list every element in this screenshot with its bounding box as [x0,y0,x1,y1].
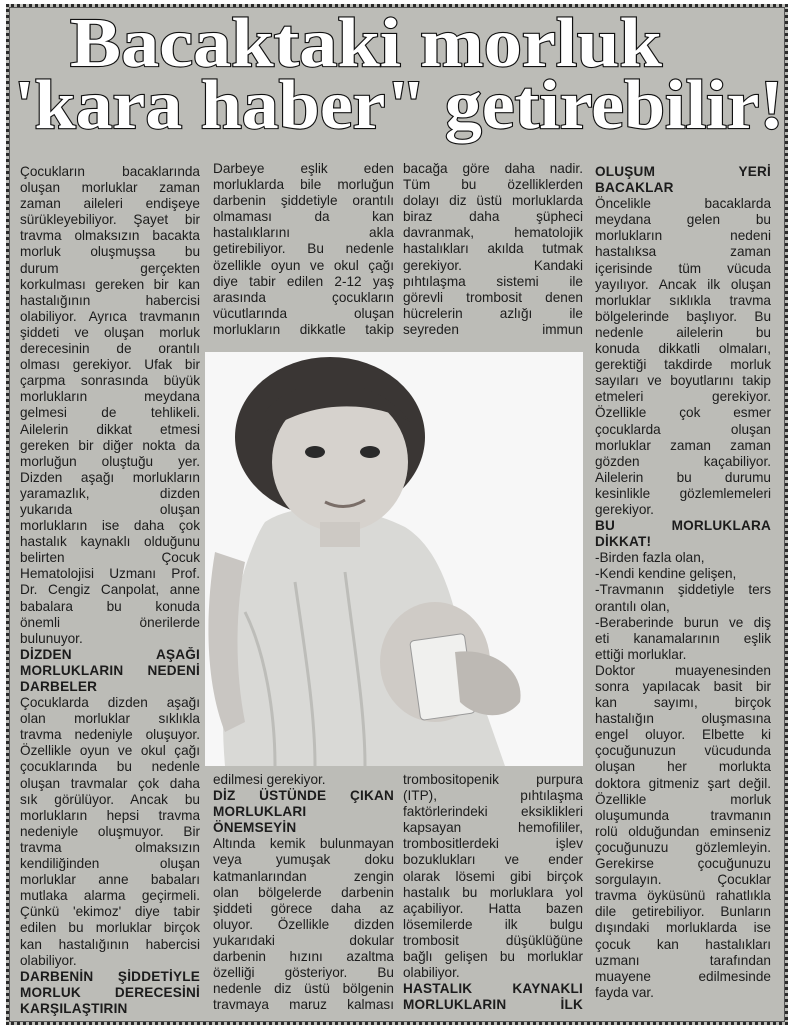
text-line: nedeniyle oluşmuyor. Bir [20,823,200,839]
text-line: sonra yapılacak basit bir [595,679,771,694]
column-1 [20,164,200,1017]
text-line: çocuğunuzun vücudunda [595,743,771,759]
text-line: Doktor muayenesinden [595,662,771,678]
text-line: Ailelerin dikkat etmesi [20,421,200,437]
text-line: görevli trombosit denen [403,289,583,305]
text-line: morluklar zaman zaman [595,437,771,453]
text-line: babalara bu konuda [20,598,200,614]
text-line: Darbeye eşlik eden [213,161,394,176]
text-line: şiddeti görece daha az [213,900,394,916]
text-line: hastalıklarını akla [213,225,394,241]
text-line: gözden kaçabiliyor. [595,453,771,469]
text-line: çocuk kan hastalıkları [595,936,771,952]
text-line: MORLUKLARIN NEDENİ [20,662,200,678]
text-line: çocuklarında bu nedenle [20,759,200,775]
text-line: özelliği gösteriyor. Bu [213,965,394,981]
text-line: BACAKLAR [595,180,674,196]
paragraph [213,772,394,788]
text-line: dışındaki morluklarda ise [595,920,771,936]
text-line: kan hastalığının habercisi [20,936,200,952]
text-line: morluklarda bile morluğun [213,177,394,193]
text-line: nedenle diz üstü bölgenin [213,981,394,997]
text-line: -Birden fazla olan, [595,550,705,566]
section-heading [20,969,200,1017]
text-line: morlukların nedeni [595,228,771,244]
headline [0,0,800,150]
paragraph [595,615,771,663]
text-line: morlukların ise daha çok [20,518,200,534]
text-line: kesinlikle gözlemlemeleri [595,485,771,501]
column-3-bottom [403,772,583,1013]
text-line: hastalığın oluşmasına [595,711,771,727]
text-line: (ITP), pıhtılaşma [403,788,583,804]
text-line: durum gerçekten [20,260,200,276]
text-line: seyreden immun [403,321,583,337]
text-line: uzmanı tarafından [595,952,771,968]
text-line: sık görülüyor. Ancak bu [20,791,200,807]
text-line: kan sayımı, birçok [595,695,771,711]
text-line: sürükleyebiliyor. Şayet bir [20,212,200,228]
text-line: Çocuklarda dizden aşağı [20,695,200,711]
text-line: sayıları ve boyutlarını takip [595,373,771,389]
paragraph [595,550,771,566]
text-line: olması gerekiyor. Ufak bir [20,357,200,373]
text-line: derecesinin de orantılı [20,341,200,357]
text-line: Hematolojisi Uzmanı Prof. [20,566,200,582]
text-line: -Kendi kendine gelişen, [595,566,737,582]
text-line: gereken bir diğer nokta da [20,437,200,453]
text-line: DARBENİN ŞİDDETİYLE [20,968,200,984]
text-line: morluklar sıklıkla travma [595,292,771,308]
text-line: hastalıkları akılda tutmak [403,241,583,257]
text-line: içerisinde tüm vücuda [595,260,771,276]
text-line: belirten Çocuk [20,550,200,566]
paragraph [595,663,771,1001]
text-line: morluğun oluştuğu yer. [20,453,200,469]
text-line: oluyor. Özellikle dizden [213,916,394,932]
text-line: trombositlerdeki işlev [403,836,583,852]
text-line: olan bölgelerde darbenin [213,884,394,900]
text-line: edilmesi gerekiyor. [213,772,326,787]
article-photo [205,352,583,766]
paragraph [403,772,583,981]
text-line: konuda dikkatli olmaları, [595,341,771,357]
girl-photo-illustration [205,352,583,766]
paragraph [595,196,771,518]
text-line: travma olmaksızın [20,839,200,855]
section-heading [20,647,200,695]
text-line: kapsayan hemofililer, [403,820,583,836]
text-line: -Travmanın şiddetiyle ters [595,582,771,598]
paragraph [20,695,200,969]
text-line: oluşumunda travmanın [595,807,771,823]
text-line: muayene edilmesinde [595,968,771,984]
text-line: veya yumuşak doku [213,852,394,868]
text-line: olmaması da kan [213,209,394,225]
text-line: -Beraberinde burun ve diş [595,614,771,630]
headline-line-2: 'kara haber" getirebilir! [14,67,784,144]
text-line: bozuklukları ve ender [403,852,583,868]
text-line: Özellikle oyun ve okul çağı [20,743,200,759]
text-line: mutlaka alarma geçirmeli. [20,888,200,904]
text-line: darbenin şiddetiyle orantılı [213,193,394,209]
text-line: OLUŞUM YERİ [595,164,771,179]
paragraph [20,164,200,647]
text-line: morlukların meydana [20,389,200,405]
text-line: ettiği morluklar. [595,646,687,662]
text-line: yaramazlık, dizden [20,485,200,501]
paragraph [595,566,771,582]
column-4 [595,164,771,1001]
text-line: bacağa göre daha nadir. [403,161,583,176]
text-line: HASTALIK KAYNAKLI [403,981,583,997]
text-line: Özellikle çok esmer [595,405,771,421]
text-line: MORLUKLARI [213,804,307,820]
section-heading [595,164,771,196]
text-line: bulunuyor. [20,630,83,646]
text-line: pıhtılaşma sistemi ile [403,273,583,289]
text-line: etmeleri gerekiyor. [595,389,771,405]
text-line: DİZDEN AŞAĞI [20,646,200,662]
text-line: bölgelerinde başlıyor. Bu [595,308,771,324]
text-line: trombosit düşüklüğüne [403,932,583,948]
section-heading [595,518,771,550]
text-line: olabiliyor. [403,965,460,981]
text-line: olabiliyor. Ayrıca travmanın [20,308,200,324]
column-2-bottom [213,772,394,1013]
column-2-top [213,161,394,338]
section-heading [403,981,583,1013]
text-line: önemli önerilerde [20,614,200,630]
text-line: DİZ ÜSTÜNDE ÇIKAN [213,788,394,804]
text-line: katmanlarından zengin [213,868,394,884]
text-line: olan morluklar sıklıkla [20,711,200,727]
text-line: engel oluyor. Elbette ki [595,727,771,743]
text-line: orantılı olan, [595,598,670,614]
text-line: zaman aileleri endişeye [20,196,200,212]
text-line: çocuklarda oluşan [595,421,771,437]
text-line: davranmak, hematolojik [403,225,583,241]
section-heading [213,788,394,836]
text-line: edilen bu morluklar birçok [20,920,200,936]
text-line: vücutlarında oluşan [213,305,394,321]
text-line: oluşan travmalar çok daha [20,775,200,791]
column-3-top [403,161,583,338]
text-line: morluklar anne babaları [20,872,200,888]
text-line: getirebiliyor. Bu nedenle [213,241,394,257]
text-line: lösemilerde ilk bulgu [403,916,583,932]
text-line: bağlı gelişen bu morluklar [403,949,583,965]
text-line: travmaya maruz kalması [213,997,394,1013]
text-line: dolayı diz üstü morluklarda [403,193,583,209]
text-line: dile getirebiliyor. Bunların [595,904,771,920]
text-line: Çocukların bacaklarında [20,164,200,179]
paragraph [403,161,583,338]
text-line: DİKKAT! [595,534,652,550]
text-line: fayda var. [595,984,654,1000]
text-line: meydana gelen bu [595,212,771,228]
text-line: hastalıksa zaman [595,244,771,260]
text-line: morluk oluşmuşsa bu [20,244,200,260]
text-line: oluşan her morlukta [595,759,771,775]
text-line: yukarıda oluşan [20,501,200,517]
text-line: yukarıdaki dokular [213,932,394,948]
text-line: sorgulayın. Çocuklar [595,872,771,888]
text-line: darbenin hızını azaltma [213,949,394,965]
text-line: Dizden aşağı morlukların [20,469,200,485]
text-line: MORLUK DERECESİNİ [20,984,200,1000]
paragraph [213,161,394,338]
text-line: oluşan morluklar zaman [20,180,200,196]
text-line: Öncelikle bacaklarda [595,196,771,212]
text-line: çarpma sonrasında büyük [20,373,200,389]
text-line: Dr. Cengiz Canpolat, anne [20,582,200,598]
text-line: gerekiyor. [595,501,654,517]
text-line: doktora gitmeniz şart değil. [595,775,771,791]
text-line: travma olmaksızın bacakta [20,228,200,244]
text-line: açabiliyor. Hatta bazen [403,900,583,916]
headline-line-1: Bacaktaki morluk [70,5,663,82]
text-line: gerektiği takdirde morluk [595,357,771,373]
text-line: hastalık bu morluklara yol [403,884,583,900]
text-line: ÖNEMSEYİN [213,820,297,836]
text-line: hücrelerin azlığı ile [403,305,583,321]
text-line: hastalık kaynaklı olduğunu [20,534,200,550]
text-line: BU MORLUKLARA [595,518,771,534]
text-line: faktörlerindeki eksiklikleri [403,804,583,820]
text-line: çocuğunuzu gözlemleyin. [595,839,771,855]
text-line: eti kanamalarının eşlik [595,630,771,646]
text-line: Ailelerin bu durumu [595,469,771,485]
text-line: DARBELER [20,679,98,694]
text-line: gelmesi de tehlikeli. [20,405,200,421]
text-line: korkulması gereken bir kan [20,276,200,292]
text-line: gerekiyor. Kandaki [403,257,583,273]
paragraph [213,836,394,1013]
text-line: Çünkü 'ekimoz' diye tabir [20,904,200,920]
text-line: travma öyküsünü rahatlıkla [595,888,771,904]
text-line: morlukların dikkatle takip [213,321,394,337]
text-line: şiddeti ve oluşan morluk [20,324,200,340]
text-line: arasında çocukların [213,289,394,305]
text-line: KARŞILAŞTIRIN [20,1000,128,1016]
text-line: olabiliyor. [20,952,77,968]
text-line: Gerekirse çocuğunuzu [595,856,771,872]
text-line: Tüm bu özelliklerden [403,177,583,193]
text-line: MORLUKLARIN İLK [403,997,583,1013]
text-line: diye tabir edilen 2-12 yaş [213,273,394,289]
text-line: Altında kemik bulunmayan [213,836,394,852]
text-line: morlukların hepsi travma [20,807,200,823]
text-line: özellikle oyun ve okul çağı [213,257,394,273]
paragraph [595,582,771,614]
text-line: biraz daha şüpheci [403,209,583,225]
text-line: kendiliğinden oluşan [20,856,200,872]
text-line: hastalığının habercisi [20,292,200,308]
text-line: travma nedeniyle oluşuyor. [20,727,200,743]
text-line: Özellikle morluk [595,791,771,807]
text-line: olarak lösemi gibi birçok [403,868,583,884]
text-line: yayılıyor. Ancak ilk oluşan [595,276,771,292]
text-line: rolü olduğundan eminseniz [595,823,771,839]
text-line: trombositopenik purpura [403,772,583,787]
text-line: nedenle ailelerin bu [595,324,771,340]
